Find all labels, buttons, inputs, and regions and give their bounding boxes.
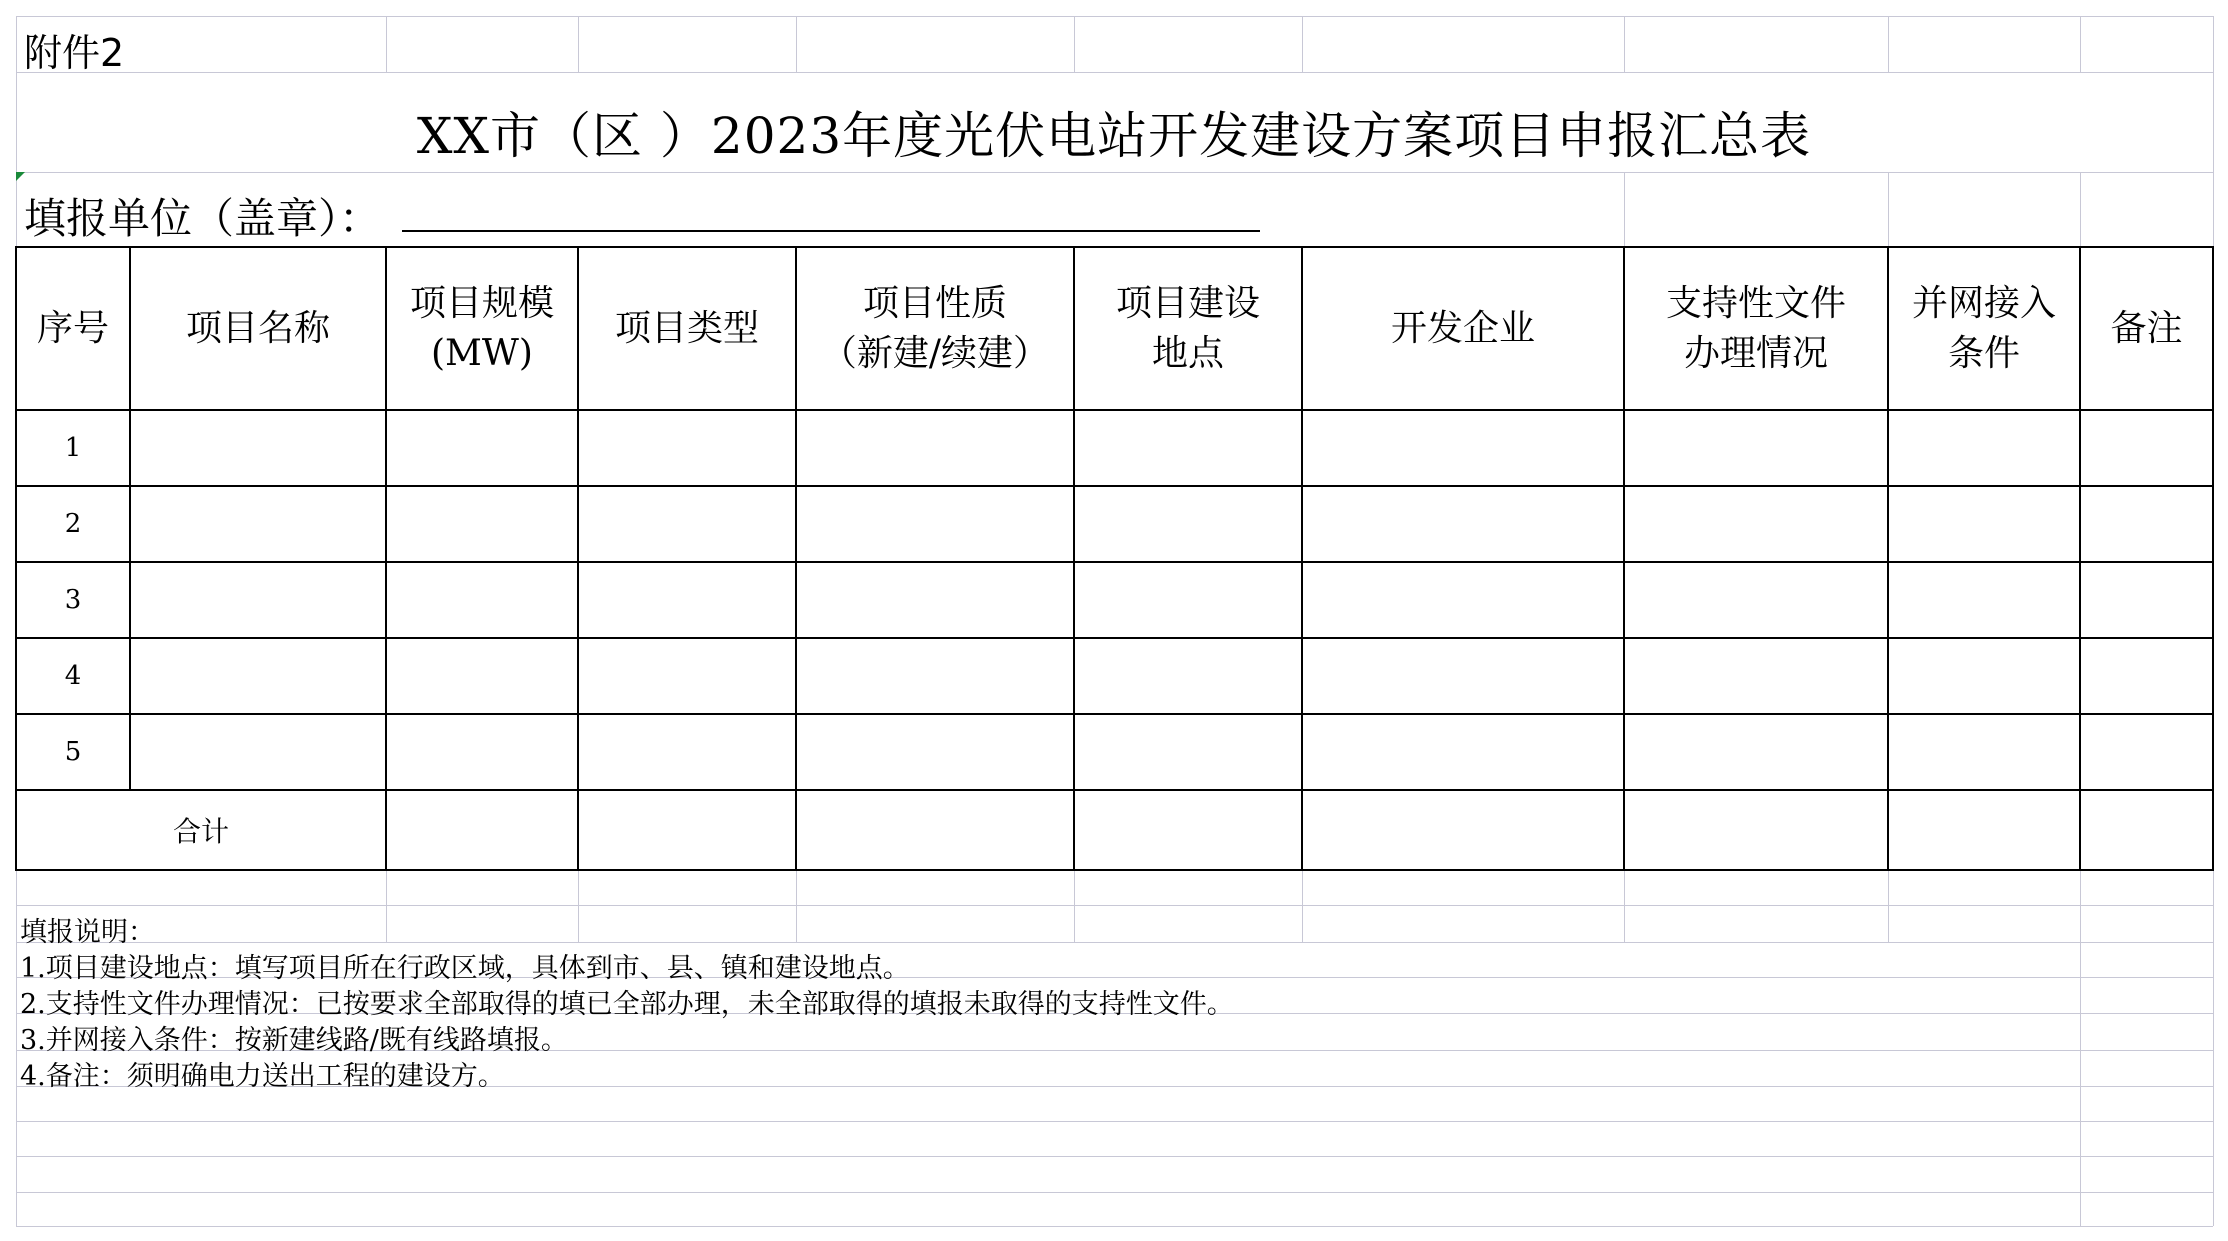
grid-line	[16, 905, 2213, 906]
note-item: 4.备注：须明确电力送出工程的建设方。	[20, 1061, 505, 1092]
grid-line	[16, 1156, 2213, 1157]
row-number: 2	[64, 509, 82, 539]
grid-line	[1624, 16, 1625, 72]
header-grid-connection: 并网接入 条件	[1911, 282, 2056, 374]
cell-comment-marker	[16, 172, 25, 181]
page-title: XX市（区 ）2023年度光伏电站开发建设方案项目申报汇总表	[416, 107, 1812, 165]
header-remarks: 备注	[2110, 307, 2183, 349]
grid-line	[16, 16, 2213, 17]
grid-line	[386, 870, 387, 942]
total-label: 合计	[172, 815, 229, 848]
grid-line	[16, 1226, 2213, 1227]
grid-line	[1302, 16, 1303, 72]
row-number: 1	[64, 433, 82, 463]
table-border	[16, 561, 2214, 563]
note-item: 3.并网接入条件：按新建线路/既有线路填报。	[20, 1025, 568, 1056]
header-project-name: 项目名称	[185, 307, 330, 349]
table-border	[16, 409, 2214, 411]
table-border	[16, 485, 2214, 487]
header-project-type: 项目类型	[614, 307, 759, 349]
header-project-nature: 项目性质 （新建/续建）	[820, 282, 1050, 374]
grid-line	[1624, 870, 1625, 942]
table-border	[2212, 246, 2214, 871]
grid-line	[2080, 870, 2081, 1226]
grid-line	[16, 172, 2213, 173]
row-number: 5	[64, 737, 82, 767]
table-border	[16, 713, 2214, 715]
filler-unit-label: 填报单位（盖章）：	[24, 194, 382, 243]
table-border	[16, 637, 2214, 639]
grid-line	[1302, 870, 1303, 942]
grid-line	[1888, 16, 1889, 72]
grid-line	[1074, 870, 1075, 942]
grid-line	[16, 1192, 2213, 1193]
grid-line	[2080, 172, 2081, 246]
note-item: 2.支持性文件办理情况：已按要求全部取得的填已全部办理，未全部取得的填报未取得的支持性文件。	[20, 989, 1234, 1020]
grid-line	[796, 870, 797, 942]
row-number: 3	[64, 585, 82, 615]
grid-line	[578, 16, 579, 72]
header-project-scale: 项目规模 (MW)	[409, 282, 554, 374]
grid-line	[16, 1121, 2213, 1122]
grid-line	[578, 870, 579, 942]
grid-line	[386, 16, 387, 72]
note-item: 1.项目建设地点：填写项目所在行政区域，具体到市、县、镇和建设地点。	[20, 953, 910, 984]
grid-line	[1888, 870, 1889, 942]
header-supporting-docs: 支持性文件 办理情况	[1665, 282, 1846, 374]
table-border	[16, 869, 2214, 871]
grid-line	[1074, 16, 1075, 72]
header-developer: 开发企业	[1390, 307, 1535, 349]
header-seq: 序号	[36, 307, 109, 349]
grid-line	[2080, 16, 2081, 72]
grid-line	[796, 16, 797, 72]
grid-line	[1624, 172, 1625, 246]
notes-heading: 填报说明：	[20, 917, 155, 948]
attachment-label: 附件2	[24, 31, 125, 75]
grid-line	[1888, 172, 1889, 246]
header-construction-site: 项目建设 地点	[1115, 282, 1260, 374]
row-number: 4	[64, 661, 82, 691]
filler-unit-field[interactable]	[402, 230, 1260, 232]
grid-line	[16, 942, 2213, 943]
grid-line	[16, 72, 2213, 73]
